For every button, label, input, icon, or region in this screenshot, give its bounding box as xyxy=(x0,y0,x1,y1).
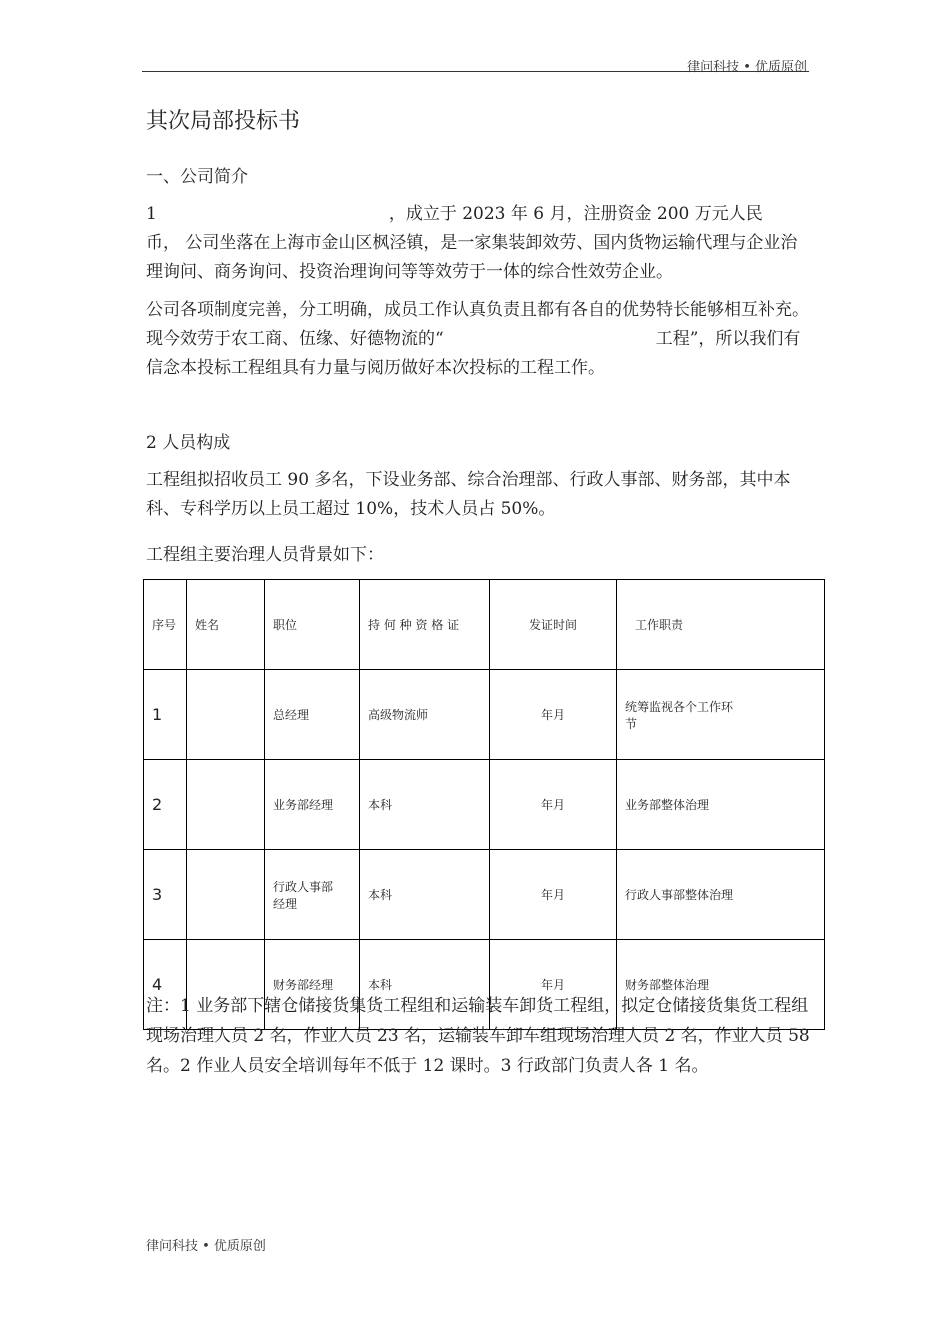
table-header-cell: 持 何 种 资 格 证 xyxy=(360,580,490,670)
description-text-part2: 工程”，所以我们有信念本投标工程组具有力量与阅历做好本次投标的工程工作。 xyxy=(146,329,801,378)
table-cell: 财务部经理 xyxy=(265,940,360,1030)
header-divider xyxy=(142,71,809,72)
intro-text-line1: ，成立于 2023 年 6 月，注册资金 200 万元人民 xyxy=(388,204,763,224)
table-row xyxy=(144,670,825,760)
table-cell: 4 xyxy=(144,940,187,1030)
staffing-paragraph: 工程组拟招收员工 90 多名，下设业务部、综合治理部、行政人事部、财务部，其中本科、专科学历以上员工超过 10%，技术人员占 50%。 xyxy=(146,470,791,519)
header-text: 律问科技 • 优质原创 xyxy=(687,60,807,75)
table-header-row xyxy=(144,580,825,670)
table-cell: 2 xyxy=(144,760,187,850)
table-cell: 本科 xyxy=(360,850,490,940)
table-cell xyxy=(187,670,265,760)
table-cell: 1 xyxy=(144,670,187,760)
table-cell: 高级物流师 xyxy=(360,670,490,760)
table-header-cell: 发证时间 xyxy=(490,580,617,670)
table-cell: 行政人事部经理 xyxy=(265,850,360,940)
footer-text: 律问科技 • 优质原创 xyxy=(146,1239,266,1254)
table-row xyxy=(144,850,825,940)
document-title: 其次局部投标书 xyxy=(146,109,301,134)
table-cell: 年月 xyxy=(490,670,617,760)
table-cell: 统筹监视各个工作环节 xyxy=(617,670,825,760)
table-caption: 工程组主要治理人员背景如下： xyxy=(146,545,384,565)
intro-paragraph-rest: 币， 公司坐落在上海市金山区枫泾镇，是一家集装卸效劳、国内货物运输代理与企业治理询问、商务询问、投资治理询问等等效劳于一体的综合性效劳企业。 xyxy=(146,233,798,282)
table-note: 注：1 业务部下辖仓储接货集货工程组和运输装车卸货工程组，拟定仓储接货集货工程组现场治理人员 2 名，作业人员 23 名，运输装车卸车组现场治理人员 2 名，作业人员 58 名。2 作业人员安全培训每年不低于 12 课时。3 行政部门负责人各 1 名。 xyxy=(146,996,810,1076)
table-cell: 年月 xyxy=(490,760,617,850)
table-cell: 本科 xyxy=(360,940,490,1030)
table-cell: 年月 xyxy=(490,940,617,1030)
table-cell: 年月 xyxy=(490,850,617,940)
table-cell: 业务部经理 xyxy=(265,760,360,850)
table-header-cell: 职位 xyxy=(265,580,360,670)
table-cell xyxy=(187,760,265,850)
company-description-paragraph xyxy=(146,296,810,383)
table-header-cell: 姓名 xyxy=(187,580,265,670)
table-row xyxy=(144,760,825,850)
section-heading-company-intro: 一、公司简介 xyxy=(146,167,248,187)
table-cell xyxy=(187,850,265,940)
table-cell: 业务部整体治理 xyxy=(617,760,825,850)
intro-number: 1 xyxy=(146,204,157,224)
description-text-part1: 公司各项制度完善，分工明确，成员工作认真负责且都有各自的优势特长能够相互补充。现今效劳于农工商、伍缘、好德物流的“ xyxy=(146,300,809,349)
staff-table xyxy=(143,579,825,1030)
table-cell: 行政人事部整体治理 xyxy=(617,850,825,940)
table-cell: 本科 xyxy=(360,760,490,850)
section-heading-staffing: 2 人员构成 xyxy=(146,433,231,453)
table-cell: 总经理 xyxy=(265,670,360,760)
table-cell: 3 xyxy=(144,850,187,940)
table-header-cell: 序号 xyxy=(144,580,187,670)
intro-paragraph-line1 xyxy=(146,200,810,229)
table-header-cell: 工作职责 xyxy=(617,580,825,670)
table-cell: 财务部整体治理 xyxy=(617,940,825,1030)
